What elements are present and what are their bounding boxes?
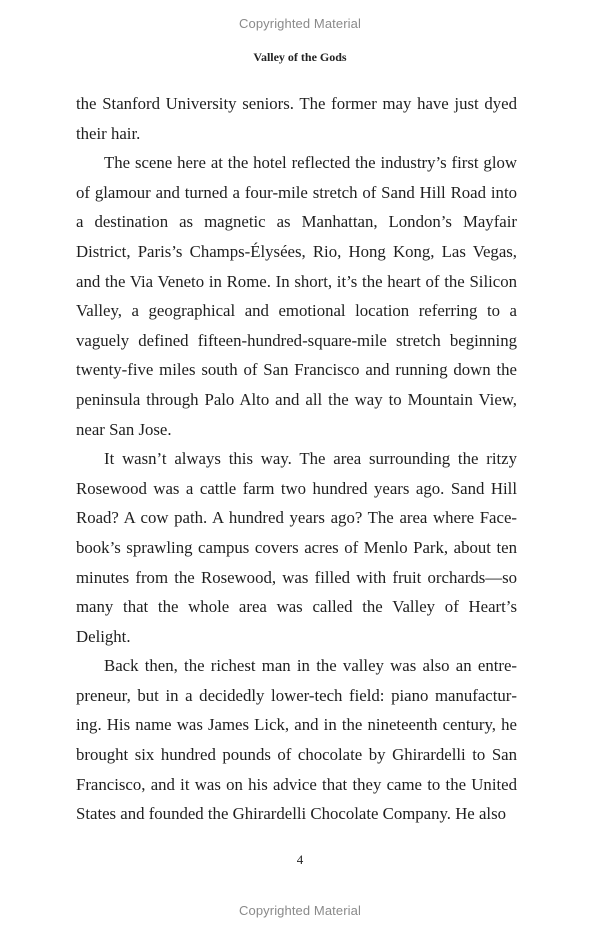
page-number: 4 [296, 852, 304, 867]
paragraph: The scene here at the hotel reflected the industry’s first glow of glamour and turned a four-mile stretch of Sand Hill Road into a destination as magnetic as Manhattan, London’s Mayfair District, Paris’s Champs-Élysées, Rio, Hong Kong, Las Vegas, and the Via Veneto in Rome. In short, it’s the heart of the Silicon Valley, a geographical and emotional location referring to a vaguely defined fifteen-hundred-square-mile stretch beginning twenty-five miles south of San Francisco and running down the peninsula through Palo Alto and all the way to Mountain View, near San Jose. [76, 153, 517, 439]
copyright-watermark-bottom: Copyrighted Material [239, 903, 361, 918]
paragraph: the Stanford University seniors. The former may have just dyed their hair. [76, 94, 517, 143]
body-text [76, 89, 517, 829]
paragraph: It wasn’t always this way. The area surrounding the ritzy Rosewood was a cattle farm two hundred years ago. Sand Hill Road? A cow path. A hundred years ago? The area where Facebook’s sprawling campus covers acres of Menlo Park, about ten minutes from the Rosewood, was filled with fruit orchards—so many that the whole area was called the Valley of Heart’s Delight. [76, 449, 517, 646]
paragraph: Back then, the richest man in the valley was also an entrepreneur, but in a decidedly lower-tech field: piano manufacturing. His name was James Lick, and in the nineteenth century, he brought six hundred pounds of chocolate by Ghirardelli to San Francisco, and it was on his advice that they came to the United States and founded the Ghirardelli Chocolate Company. He also [76, 656, 517, 824]
copyright-watermark-top: Copyrighted Material [239, 16, 361, 31]
running-head: Valley of the Gods [253, 50, 347, 64]
